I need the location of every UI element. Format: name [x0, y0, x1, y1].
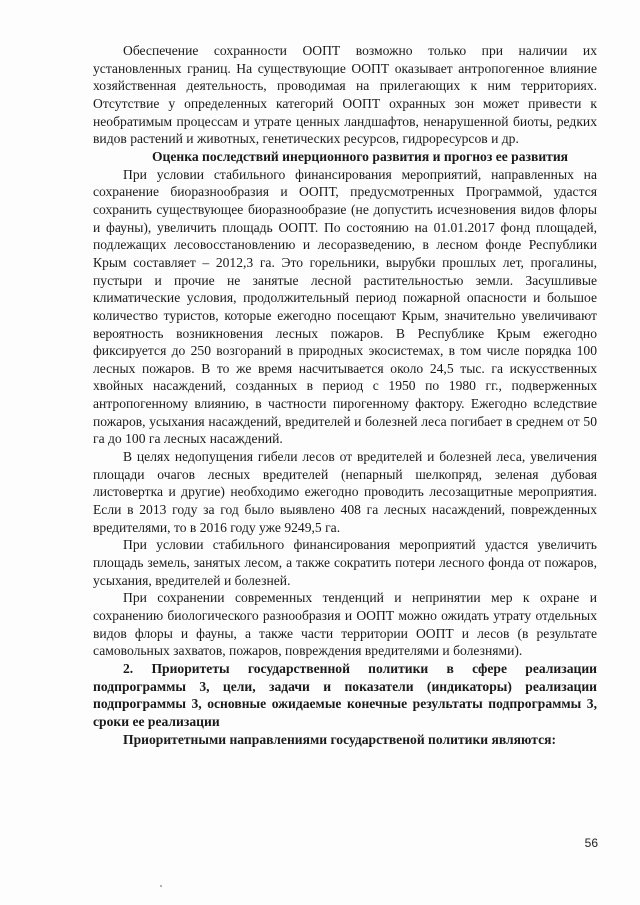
heading-inertial-development: Оценка последствий инерционного развития и прогноз ее развития	[151, 148, 569, 164]
paragraph-forest-protection: В целях недопущения гибели лесов от вредителей и болезней леса, увеличения площади очагов лесных вредителей (непарный шелкопряд, зеленая дубовая листовертка и другие) необходимо ежегодно проводить лесозащитные мероприятия. Если в 2013 году за год было выявлено 408 га лесных насаждений, поврежденных вредителями, то в 2016 году уже 9249,5 га.	[93, 449, 597, 535]
paragraph-stable-financing: При условии стабильного финансирования мероприятий, направленных на сохранение биоразнообразия и ООПТ, предусмотренных Программой, удастся сохранить существующее биоразнообразие (не допустить исчезновения видов флоры и фауны), увеличить площадь ООПТ. По состоянию на 01.01.2017 фонд площадей, подлежащих лесовосстановлению и лесоразведению, в лесном фонде Республики Крым составляет – 2012,3 га. Это горельники, вырубки прошлых лет, прогалины, пустыри и прочие не занятые лесной растительностью земли. Засушливые климатические условия, продолжительный период пожарной опасности и большое количество туристов, которые ежегодно посещают Крым, значительно увеличивают вероятность возникновения лесных пожаров. В Республике Крым ежегодно фиксируется до 250 возгораний в природных экосистемах, в том числе порядка 100 лесных пожаров. В то же время насчитывается около 24,5 тыс. га искусственных хвойных насаждений, созданных в период с 1950 по 1980 гг., подверженных антропогенному влиянию, в частности пирогенному фактору. Ежегодно вследствие пожаров, усыхания насаждений, вредителей и болезней леса погибает в среднем от 50 га до 100 га лесных насаждений.	[93, 166, 597, 447]
section-heading-priorities: 2. Приоритеты государственной политики в сфере реализации подпрограммы 3, цели, задачи и показатели (индикаторы) реализации подпрограммы 3, основные ожидаемые конечные результаты подпрограммы 3, сроки ее реализации	[93, 660, 597, 729]
page-number: 56	[584, 836, 598, 850]
document-body	[93, 42, 597, 748]
paragraph-current-trends: При сохранении современных тенденций и непринятии мер к охране и сохранению биологического разнообразия и ООПТ можно ожидать утрату отдельных видов флоры и фауны, а также части территории ООПТ и лесов (в результате самовольных захватов, пожаров, повреждения вредителями и болезнями).	[93, 590, 597, 659]
paragraph-forest-area: При условии стабильного финансирования мероприятий удастся увеличить площадь земель, занятых лесом, а также сократить потери лесного фонда от пожаров, усыхания, вредителей и болезней.	[93, 537, 597, 588]
paragraph-oopt-boundaries: Обеспечение сохранности ООПТ возможно только при наличии их установленных границ. На существующие ООПТ оказывает антропогенное влияние хозяйственная деятельность, проводимая на прилегающих к ним территориях. Отсутствие у определенных категорий ООПТ охранных зон может привести к необратимым процессам и утрате ценных ландшафтов, ненарушенной биоты, редких видов растений и животных, генетических ресурсов, гидроресурсов и др.	[93, 43, 597, 147]
scan-speck	[160, 885, 162, 887]
paragraph-priority-directions: Приоритетными направлениями государственой политики являются:	[123, 731, 557, 747]
